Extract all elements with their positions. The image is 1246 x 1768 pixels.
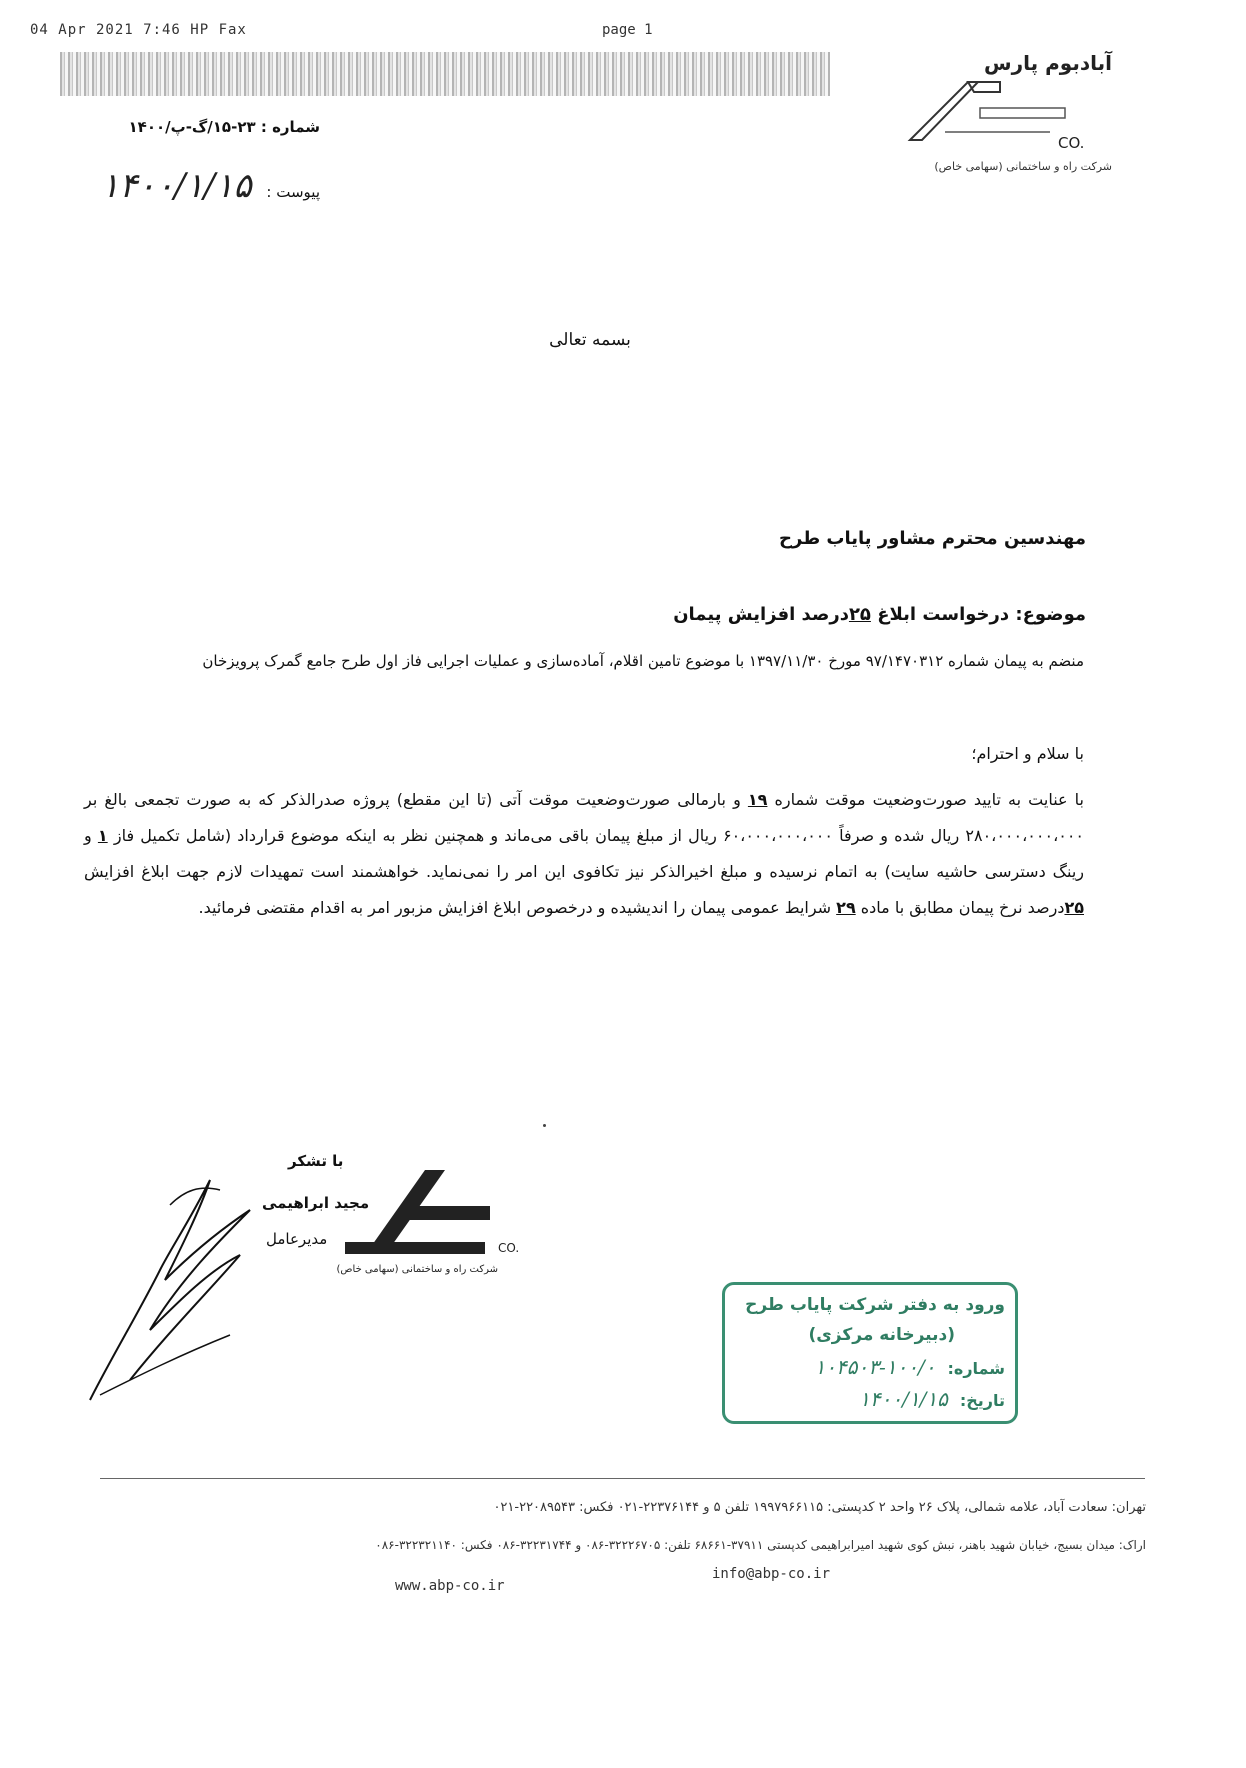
company-name-text: آبادبوم پارس: [984, 51, 1112, 75]
body-part-2: و بارمالی صورت‌وضعیت موقت آتی (تا این مقطع) پروژه صدرالذکر که به صورت تجمعی بالغ بر ۲۸۰،۰۰۰،۰۰۰،۰۰۰ ریال شده و صرفاً ۶۰،۰۰۰،۰۰۰،۰۰۰ ریال از مبلغ پیمان باقی می‌ماند و همچنین نظر به اینکه موضوع قرارداد (شامل تکمیل فاز: [84, 790, 1085, 845]
handwritten-signature: [70, 1160, 270, 1410]
annex-line: منضم به پیمان شماره ۹۷/۱۴۷۰۳۱۲ مورخ ۱۳۹۷/۱۱/۳۰ با موضوع تامین اقلام، آماده‌سازی و عملیات اجرایی فاز اول طرح جامع گمرک پرویزخان: [202, 652, 1084, 670]
addressee: مهندسین محترم مشاور پایاب طرح: [779, 528, 1086, 549]
bismillah-heading: بسمه تعالی: [549, 330, 631, 350]
stamp-number-row: [815, 1355, 1005, 1379]
scan-noise-band: [60, 52, 830, 96]
body-part-3: و رینگ دسترسی حاشیه سایت) به اتمام نرسیده و مبلغ اخیرالذکر نیز تکافوی این امر را نمی‌نماید. خواهشمند است تمهیدات لازم جهت ابلاغ افزایش: [84, 826, 1084, 881]
body-number-1: ۱۹: [747, 790, 768, 809]
attachment-label: پیوست :: [266, 183, 320, 201]
greeting: با سلام و احترام؛: [971, 744, 1084, 763]
footer-divider: [100, 1478, 1145, 1479]
footer-tehran-address: تهران: سعادت آباد، علامه شمالی، پلاک ۲۶ واحد ۲ کدپستی: ۱۹۹۷۹۶۶۱۱۵ تلفن ۵ و ۲۲۳۷۶۱۴۴-۰۲۱ فکس: ۲۲۰۸۹۵۴۳-۰۲۱: [493, 1500, 1146, 1515]
body-part-5: شرایط عمومی پیمان را اندیشیده و درخصوص ابلاغ افزایش مزبور امر به اقدام مقتضی فرمائید.: [198, 898, 837, 917]
subject-prefix: موضوع: درخواست ابلاغ: [870, 604, 1086, 625]
letter-body: [84, 782, 1084, 926]
company-logo: [850, 48, 1120, 178]
stamp-date-value: ۱۴۰۰/۱/۱۵: [859, 1387, 948, 1411]
stamp-number-value: ۱۰۰/۰-۱۰۴۵۰۳: [814, 1355, 936, 1379]
footer-arak-address: اراک: میدان بسیج، خیابان شهید باهنر، نبش کوی شهید امیرابراهیمی کدپستی ۳۷۹۱۱-۶۸۶۶۱ تلفن: ۳۲۲۲۶۷۰۵-۰۸۶ و ۳۲۲۳۱۷۴۴-۰۸۶ فکس: ۳۲۲۳۲۱۱۴۰-۰۸۶: [375, 1538, 1146, 1552]
company-desc-text: شرکت راه و ساختمانی (سهامی خاص): [934, 160, 1112, 173]
signature-thanks: با تشکر: [288, 1152, 344, 1170]
received-stamp: [722, 1282, 1018, 1424]
scan-speck: [543, 1124, 546, 1127]
attachment-row: [95, 166, 320, 206]
body-number-2: ۱: [97, 826, 108, 845]
body-part-4: درصد نرخ پیمان مطابق با ماده: [855, 898, 1065, 917]
stamp-date-row: [859, 1387, 1005, 1411]
subject-line: [673, 604, 1086, 625]
signatory-name: مجید ابراهیمی: [262, 1194, 370, 1212]
stamp-subtitle: (دبیرخانه مرکزی): [808, 1325, 955, 1345]
svg-text:CO.: CO.: [498, 1241, 520, 1255]
body-part-1: با عنایت به تایید صورت‌وضعیت موقت شماره: [767, 790, 1085, 809]
body-number-4: ۲۹: [836, 898, 856, 917]
company-suffix-text: CO.: [1058, 134, 1085, 152]
handwritten-date: ۱۴۰۰/۱/۱۵: [100, 166, 252, 206]
svg-text:شرکت راه و ساختمانی (سهامی خاص: شرکت راه و ساختمانی (سهامی خاص): [336, 1264, 498, 1275]
subject-suffix: درصد افزایش پیمان: [673, 604, 849, 625]
reference-number: شماره : ۲۳-۱۵/گ-پ/۱۴۰۰: [128, 118, 320, 136]
footer-email: info@abp-co.ir: [712, 1566, 831, 1582]
fax-timestamp: 04 Apr 2021 7:46 HP Fax: [30, 22, 247, 38]
fax-page-number: page 1: [602, 22, 653, 38]
stamp-title: ورود به دفتر شرکت پایاب طرح: [745, 1295, 1005, 1315]
footer-website: www.abp-co.ir: [395, 1578, 505, 1594]
signatory-title: مدیرعامل: [266, 1230, 328, 1248]
body-number-3: ۲۵: [1064, 898, 1084, 917]
subject-number: ۲۵: [848, 604, 871, 625]
stamp-number-label: شماره:: [947, 1359, 1005, 1378]
stamp-date-label: تاریخ:: [959, 1391, 1005, 1410]
